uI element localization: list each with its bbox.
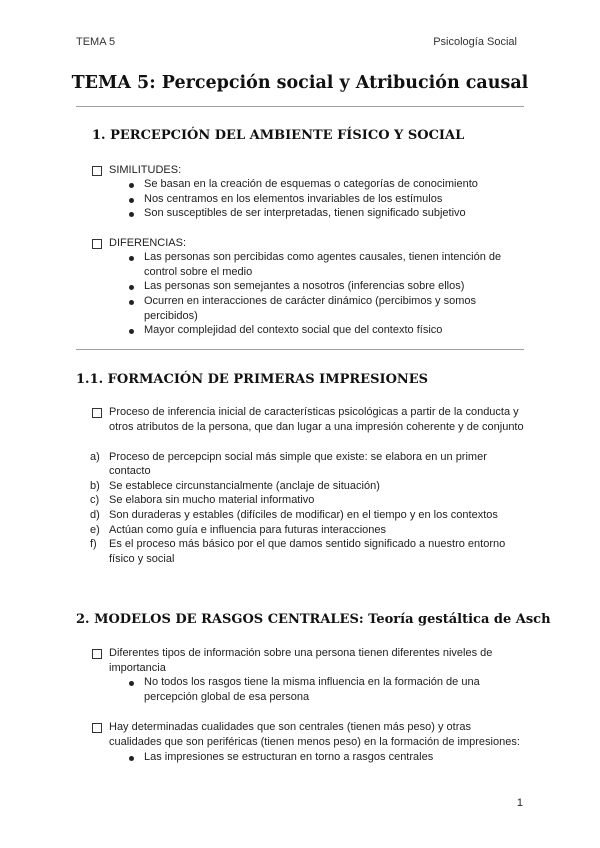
list-marker: b)	[90, 480, 100, 492]
list-item-cont: contacto	[109, 465, 151, 477]
bullet-icon	[129, 256, 134, 261]
list-marker: d)	[90, 509, 100, 521]
section-2-block-1-bullet-cont: percepción global de esa persona	[144, 691, 310, 703]
list-marker: a)	[90, 451, 100, 463]
section-divider	[76, 349, 524, 350]
similitudes-item: Son susceptibles de ser interpretadas, tienen significado subjetivo	[144, 207, 466, 219]
diferencias-item: Las personas son percibidas como agentes causales, tienen intención de	[144, 251, 502, 263]
list-item: Actúan como guía e influencia para futuras interacciones	[109, 524, 386, 536]
list-marker: e)	[90, 524, 100, 536]
section-1-1-text-cont: otros atributos de la persona, que dan lugar a una impresión coherente y de conjunto	[109, 421, 524, 433]
section-2-block-1-text: Diferentes tipos de información sobre una persona tienen diferentes niveles de	[109, 647, 493, 659]
list-item: Proceso de percepcipn social más simple que existe: se elabora en un primer	[109, 451, 487, 463]
list-marker: c)	[90, 494, 100, 506]
similitudes-item: Nos centramos en los elementos invariables de los estímulos	[144, 193, 443, 205]
diferencias-item: Las personas son semejantes a nosotros (inferencias sobre ellos)	[144, 280, 465, 292]
bullet-icon	[129, 681, 134, 686]
diferencias-item-cont: percibidos)	[144, 310, 198, 322]
list-item-cont: físico y social	[109, 553, 175, 565]
checkbox-icon	[92, 239, 102, 249]
section-2-block-2-bullet: Las impresiones se estructuran en torno a rasgos centrales	[144, 751, 434, 763]
list-item: Se elabora sin mucho material informativo	[109, 494, 315, 506]
checkbox-icon	[92, 408, 102, 418]
section-2-block-2-text-cont: cualidades que son periféricas (tienen menos peso) en la formación de impresiones:	[109, 736, 520, 748]
header-right: Psicología Social	[433, 36, 517, 48]
section-2-block-1-text-cont: importancia	[109, 662, 166, 674]
checkbox-icon	[92, 649, 102, 659]
list-marker: f)	[90, 538, 97, 550]
bullet-icon	[129, 285, 134, 290]
diferencias-item: Ocurren en interacciones de carácter dinámico (percibimos y somos	[144, 295, 476, 307]
page-title: TEMA 5: Percepción social y Atribución causal	[71, 73, 529, 93]
title-divider	[76, 106, 524, 107]
diferencias-item-cont: control sobre el medio	[144, 266, 253, 278]
section-2-heading-main: 2. MODELOS DE RASGOS CENTRALES:	[76, 612, 369, 627]
diferencias-label: DIFERENCIAS:	[109, 237, 187, 249]
section-1-1-heading: 1.1. FORMACIÓN DE PRIMERAS IMPRESIONES	[76, 372, 429, 387]
bullet-icon	[129, 329, 134, 334]
bullet-icon	[129, 212, 134, 217]
similitudes-item: Se basan en la creación de esquemas o categorías de conocimiento	[144, 178, 478, 190]
list-item: Son duraderas y estables (difíciles de modificar) en el tiempo y en los contextos	[109, 509, 498, 521]
section-2-heading-sub: Teoría gestáltica de Asch	[368, 612, 551, 627]
bullet-icon	[129, 183, 134, 188]
section-2-heading	[76, 612, 551, 627]
list-item: Es el proceso más básico por el que damos sentido significado a nuestro entorno	[109, 538, 506, 550]
section-2-block-1-bullet: No todos los rasgos tiene la misma influencia en la formación de una	[144, 676, 480, 688]
page-number: 1	[516, 797, 523, 809]
section-1-heading: 1. PERCEPCIÓN DEL AMBIENTE FÍSICO Y SOCIAL	[92, 128, 465, 143]
bullet-icon	[129, 300, 134, 305]
bullet-icon	[129, 756, 134, 761]
section-2-block-2-text: Hay determinadas cualidades que son centrales (tienen más peso) y otras	[109, 721, 471, 733]
list-item: Se establece circunstancialmente (anclaje de situación)	[109, 480, 380, 492]
similitudes-label: SIMILITUDES:	[109, 164, 182, 176]
checkbox-icon	[92, 723, 102, 733]
diferencias-item: Mayor complejidad del contexto social que del contexto físico	[144, 324, 443, 336]
bullet-icon	[129, 198, 134, 203]
section-1-1-text: Proceso de inferencia inicial de características psicológicas a partir de la conducta y	[109, 406, 519, 418]
header-left: TEMA 5	[76, 36, 116, 48]
checkbox-icon	[92, 166, 102, 176]
